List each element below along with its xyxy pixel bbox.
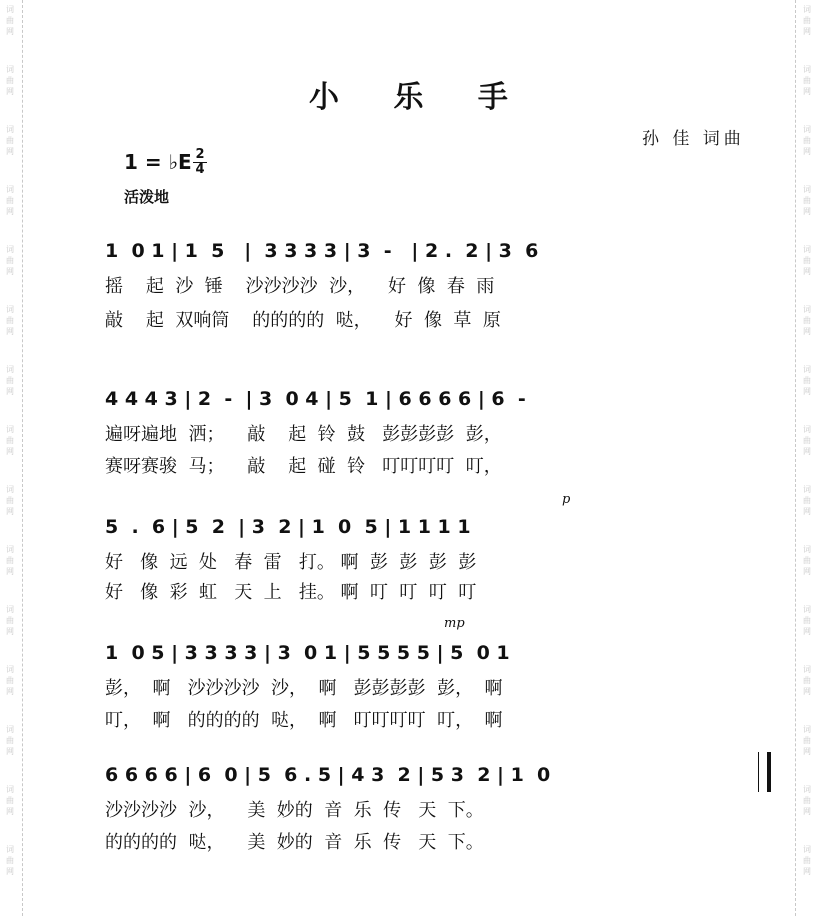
notes-line-5: 6 6 6 6 | 6 0 | 5 6 . 5 | 4 3 2 | 5 3 2 | 1 0 bbox=[105, 764, 551, 786]
lyrics-verse1-line-1: 摇 起 沙 锤 沙沙沙沙 沙， 好 像 春 雨 bbox=[105, 276, 495, 297]
watermark-text: 词 曲 网 bbox=[803, 785, 811, 816]
watermark-text: 词 曲 网 bbox=[803, 125, 811, 156]
watermark-text: 词 曲 网 bbox=[6, 485, 14, 516]
notes-line-3: 5 . 6 | 5 2 | 3 2 | 1 0 5 | 1 1 1 1 bbox=[105, 516, 471, 538]
watermark-text: 词 曲 网 bbox=[6, 545, 14, 576]
notes-line-4: 1 0 5 | 3 3 3 3 | 3 0 1 | 5 5 5 5 | 5 0 1 bbox=[105, 642, 510, 664]
lyrics-verse2-line-5: 的的的的 哒， 美 妙的 音 乐 传 天 下。 bbox=[105, 832, 484, 853]
right-border bbox=[795, 0, 796, 916]
notes-line-2: 4 4 4 3 | 2 - | 3 0 4 | 5 1 | 6 6 6 6 | 6 - bbox=[105, 388, 526, 410]
watermark-text: 词 曲 网 bbox=[803, 65, 811, 96]
watermark-text: 词 曲 网 bbox=[6, 185, 14, 216]
watermark-text: 词 曲 网 bbox=[6, 5, 14, 36]
watermark-text: 词 曲 网 bbox=[6, 305, 14, 336]
watermark-text: 词 曲 网 bbox=[6, 725, 14, 756]
lyrics-verse1-line-5: 沙沙沙沙 沙， 美 妙的 音 乐 传 天 下。 bbox=[105, 800, 484, 821]
watermark-text: 词 曲 网 bbox=[803, 725, 811, 756]
time-numerator: 2 bbox=[195, 147, 205, 162]
key-signature: 1 = ♭E bbox=[124, 150, 192, 174]
watermark-text: 词 曲 网 bbox=[6, 125, 14, 156]
lyrics-verse1-line-4: 彭， 啊 沙沙沙沙 沙， 啊 彭彭彭彭 彭， 啊 bbox=[105, 678, 503, 699]
time-signature bbox=[193, 148, 207, 177]
watermark-text: 词 曲 网 bbox=[6, 365, 14, 396]
lyrics-verse2-line-3: 好 像 彩 虹 天 上 挂。 啊 叮 叮 叮 叮 bbox=[105, 582, 477, 603]
watermark-text: 词 曲 网 bbox=[6, 605, 14, 636]
watermark-text: 词 曲 网 bbox=[803, 185, 811, 216]
final-barline bbox=[758, 752, 771, 792]
lyrics-verse2-line-1: 敲 起 双响筒 的的的的 哒， 好 像 草 原 bbox=[105, 310, 501, 331]
watermark-text: 词 曲 网 bbox=[6, 425, 14, 456]
watermark-text: 词 曲 网 bbox=[803, 605, 811, 636]
dynamic-p: p bbox=[562, 492, 571, 507]
watermark-text: 词 曲 网 bbox=[803, 305, 811, 336]
watermark-text: 词 曲 网 bbox=[6, 845, 14, 876]
watermark-text: 词 曲 网 bbox=[803, 425, 811, 456]
watermark-text: 词 曲 网 bbox=[803, 365, 811, 396]
watermark-text: 词 曲 网 bbox=[803, 485, 811, 516]
lyrics-verse2-line-2: 赛呀赛骏 马； 敲 起 碰 铃 叮叮叮叮 叮， bbox=[105, 456, 502, 477]
dynamic-mp: mp bbox=[444, 616, 465, 631]
tempo-marking: 活泼地 bbox=[124, 188, 170, 206]
lyrics-verse2-line-4: 叮， 啊 的的的的 哒， 啊 叮叮叮叮 叮， 啊 bbox=[105, 710, 503, 731]
left-border bbox=[22, 0, 23, 916]
lyrics-verse1-line-3: 好 像 远 处 春 雷 打。 啊 彭 彭 彭 彭 bbox=[105, 552, 477, 573]
watermark-text: 词 曲 网 bbox=[6, 245, 14, 276]
watermark-text: 词 曲 网 bbox=[803, 5, 811, 36]
watermark-text: 词 曲 网 bbox=[803, 665, 811, 696]
lyrics-verse1-line-2: 遍呀遍地 洒； 敲 起 铃 鼓 彭彭彭彭 彭， bbox=[105, 424, 502, 445]
watermark-text: 词 曲 网 bbox=[803, 545, 811, 576]
song-title: 小 乐 手 bbox=[309, 80, 530, 115]
author-credit: 孙 佳 词曲 bbox=[642, 129, 745, 149]
watermark-text: 词 曲 网 bbox=[6, 65, 14, 96]
watermark-text: 词 曲 网 bbox=[6, 665, 14, 696]
notes-line-1: 1 0 1 | 1 5 | 3 3 3 3 | 3 - | 2 . 2 | 3 6 bbox=[105, 240, 539, 262]
watermark-text: 词 曲 网 bbox=[803, 845, 811, 876]
watermark-text: 词 曲 网 bbox=[6, 785, 14, 816]
time-denominator: 4 bbox=[193, 162, 207, 177]
watermark-text: 词 曲 网 bbox=[803, 245, 811, 276]
